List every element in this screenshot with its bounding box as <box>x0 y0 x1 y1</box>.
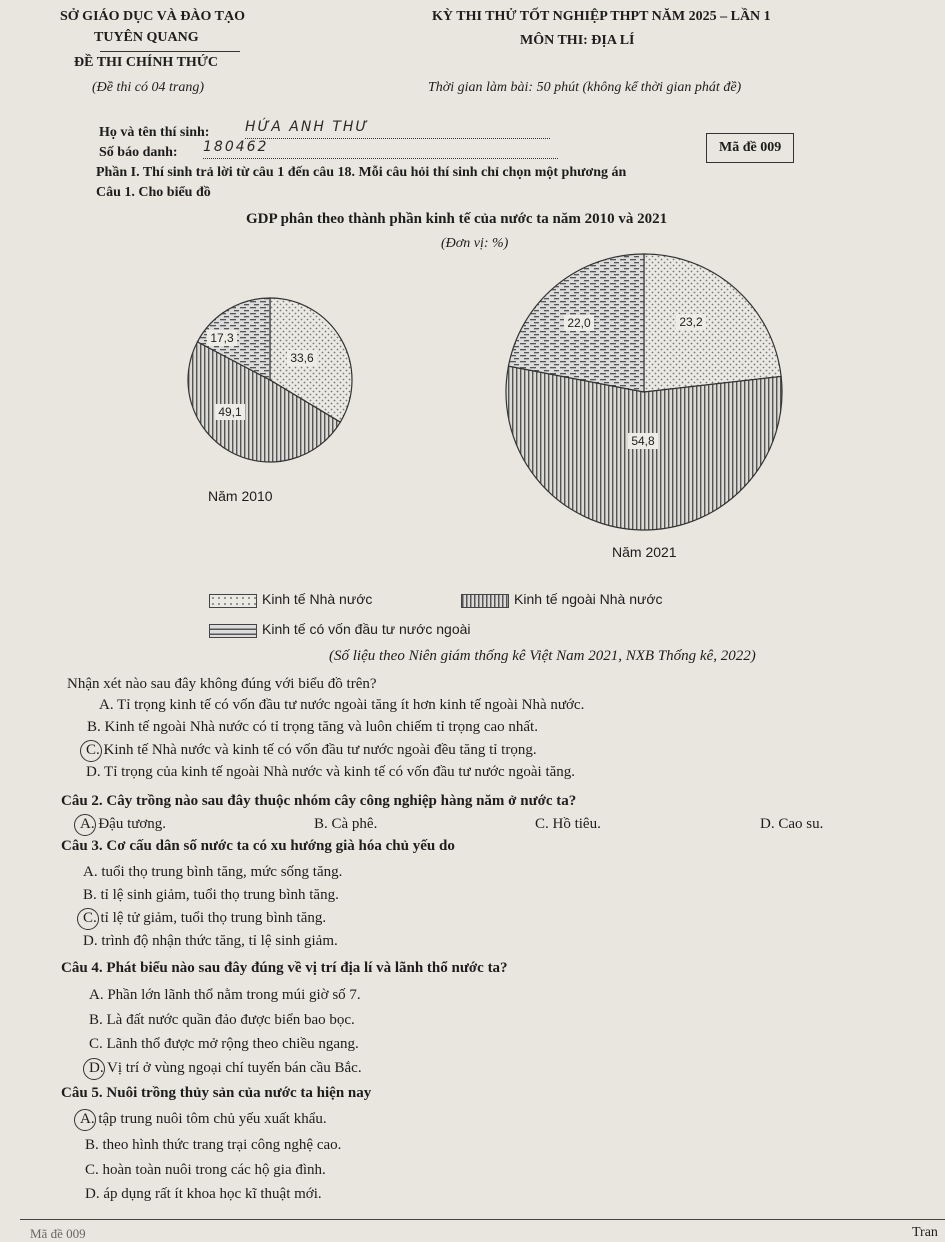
question-5-stem: Câu 5. Nuôi trồng thủy sản của nước ta hiện nay <box>61 1085 372 1101</box>
legend-swatch-state <box>209 594 257 608</box>
q4-option-b[interactable]: B. Là đất nước quần đảo được biển bao bọc. <box>89 1012 355 1028</box>
handwritten-id: 180462 <box>203 139 269 155</box>
page-count: (Đề thi có 04 trang) <box>92 80 204 95</box>
pie-2021-year: Năm 2021 <box>612 544 677 560</box>
data-label: 22,0 <box>567 316 591 330</box>
province-name: TUYÊN QUANG <box>94 30 199 45</box>
pie-2010 <box>188 298 352 462</box>
q3-option-a[interactable]: A. tuổi thọ trung bình tăng, mức sống tăng. <box>83 864 343 880</box>
q2-option-b[interactable]: B. Cà phê. <box>314 816 378 832</box>
q2-option-d[interactable]: D. Cao su. <box>760 816 824 832</box>
q3-option-b[interactable]: B. tỉ lệ sinh giảm, tuổi thọ trung bình tăng. <box>83 887 339 903</box>
q5-option-a[interactable]: A. tập trung nuôi tôm chủ yếu xuất khẩu. <box>80 1111 327 1127</box>
question-2-stem: Câu 2. Cây trồng nào sau đây thuộc nhóm cây công nghiệp hàng năm ở nước ta? <box>61 793 577 809</box>
q4-option-c[interactable]: C. Lãnh thổ được mở rộng theo chiều ngang. <box>89 1036 359 1052</box>
q2-option-a-mark <box>74 814 96 836</box>
legend-label-state: Kinh tế Nhà nước <box>262 591 373 607</box>
pie-2010-year: Năm 2010 <box>208 488 273 504</box>
q2-option-c[interactable]: C. Hồ tiêu. <box>535 816 601 832</box>
data-label: 54,8 <box>631 434 655 448</box>
q3-option-c[interactable]: C. tỉ lệ tử giảm, tuổi thọ trung bình tăng. <box>83 910 327 926</box>
pie-2021 <box>506 254 782 530</box>
exam-code-box: Mã đề 009 <box>706 133 794 163</box>
q5-option-b[interactable]: B. theo hình thức trang trại công nghệ cao. <box>85 1137 342 1153</box>
q3-option-d[interactable]: D. trình độ nhận thức tăng, tỉ lệ sinh giảm. <box>83 933 338 949</box>
legend-swatch-fdi <box>209 624 257 638</box>
part-instruction: Phần I. Thí sinh trả lời từ câu 1 đến câu 18. Mỗi câu hỏi thí sinh chỉ chọn một phương án <box>96 165 627 180</box>
data-label: 23,2 <box>679 315 703 329</box>
subject-label: MÔN THI: ĐỊA LÍ <box>520 33 635 48</box>
question-4-stem: Câu 4. Phát biểu nào sau đây đúng về vị trí địa lí và lãnh thổ nước ta? <box>61 960 508 976</box>
handwritten-name: HỨA ANH THƯ <box>245 119 370 135</box>
q1-option-a[interactable]: A. Tỉ trọng kinh tế có vốn đầu tư nước ngoài tăng ít hơn kinh tế ngoài Nhà nước. <box>99 697 585 713</box>
footer-page: Tran <box>912 1225 938 1240</box>
q3-option-c-mark <box>77 908 99 930</box>
dept-name: SỞ GIÁO DỤC VÀ ĐÀO TẠO <box>60 9 246 24</box>
name-label: Họ và tên thí sinh: <box>99 125 210 140</box>
q5-option-c[interactable]: C. hoàn toàn nuôi trong các hộ gia đình. <box>85 1162 326 1178</box>
question-3-stem: Câu 3. Cơ cấu dân số nước ta có xu hướng già hóa chủ yếu do <box>61 838 455 854</box>
footer-code: Mã đề 009 <box>30 1226 86 1241</box>
legend-label-nonstate: Kinh tế ngoài Nhà nước <box>514 591 663 607</box>
id-label: Số báo danh: <box>99 145 178 160</box>
exam-title: KỲ THI THỬ TỐT NGHIỆP THPT NĂM 2025 – LẦN 1 <box>432 9 771 24</box>
q1-option-d[interactable]: D. Tỉ trọng của kinh tế ngoài Nhà nước và kinh tế có vốn đầu tư nước ngoài tăng. <box>86 764 576 780</box>
q4-option-d[interactable]: D. Vị trí ở vùng ngoại chí tuyến bán cầu Bắc. <box>89 1060 362 1076</box>
exam-time: Thời gian làm bài: 50 phút (không kể thời gian phát đề) <box>428 80 742 95</box>
q1-option-c-mark <box>80 740 102 762</box>
q5-option-d[interactable]: D. áp dụng rất ít khoa học kĩ thuật mới. <box>85 1186 322 1202</box>
slice-state <box>644 254 781 392</box>
footer-rule <box>20 1219 945 1220</box>
q1-option-c[interactable]: C. Kinh tế Nhà nước và kinh tế có vốn đầu tư nước ngoài đều tăng tỉ trọng. <box>86 742 537 758</box>
q4-option-a[interactable]: A. Phần lớn lãnh thổ nằm trong múi giờ số 7. <box>89 987 361 1003</box>
q2-option-a[interactable]: A. Đậu tương. <box>80 816 167 832</box>
q1-option-b[interactable]: B. Kinh tế ngoài Nhà nước có tỉ trọng tăng và luôn chiếm tỉ trọng cao nhất. <box>87 719 538 735</box>
legend-label-fdi: Kinh tế có vốn đầu tư nước ngoài <box>262 621 471 637</box>
data-label: 17,3 <box>210 331 234 345</box>
data-label: 33,6 <box>290 351 314 365</box>
q5-option-a-mark <box>74 1109 96 1131</box>
chart-title: GDP phân theo thành phần kinh tế của nước ta năm 2010 và 2021 <box>246 211 668 227</box>
q4-option-d-mark <box>83 1058 105 1080</box>
question-1-stem: Nhận xét nào sau đây không đúng với biểu đồ trên? <box>67 676 377 692</box>
data-label: 49,1 <box>218 405 242 419</box>
chart-unit: (Đơn vị: %) <box>441 236 509 251</box>
chart-source: (Số liệu theo Niên giám thống kê Việt Nam 2021, NXB Thống kê, 2022) <box>329 648 756 664</box>
legend-swatch-nonstate <box>461 594 509 608</box>
question-1-intro: Câu 1. Cho biểu đồ <box>96 185 211 200</box>
official-label: ĐỀ THI CHÍNH THỨC <box>74 55 219 70</box>
